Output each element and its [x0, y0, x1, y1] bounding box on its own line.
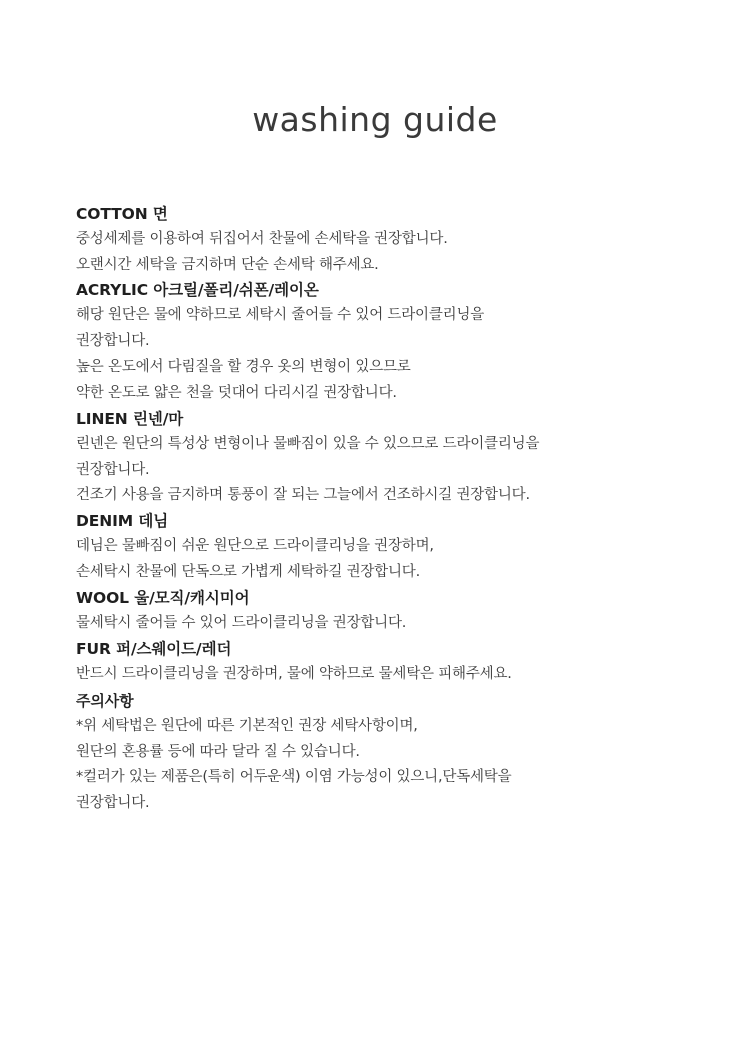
section-line: 권장합니다.: [76, 333, 150, 350]
guide-content: [0, 202, 750, 817]
section-denim: [76, 509, 710, 586]
section-line: 건조기 사용을 금지하며 통풍이 잘 되는 그늘에서 건조하시길 권장합니다.: [76, 487, 530, 504]
section-line: 중성세제를 이용하여 뒤집어서 찬물에 손세탁을 권장합니다.: [76, 230, 448, 247]
section-line: 해당 원단은 물에 약하므로 세탁시 줄어들 수 있어 드라이클리닝을: [76, 307, 485, 324]
section-line: 오랜시간 세탁을 금지하며 단순 손세탁 해주세요.: [76, 256, 379, 273]
page-title: washing guide: [252, 100, 498, 139]
section-heading-cotton: COTTON 면: [76, 204, 168, 223]
section-heading-fur: FUR 퍼/스웨이드/레더: [76, 639, 232, 658]
notice-line: *위 세탁법은 원단에 따른 기본적인 권장 세탁사항이며,: [76, 717, 418, 734]
section-line: 약한 온도로 얇은 천을 덧대어 다리시길 권장합니다.: [76, 384, 397, 401]
section-notice: [76, 688, 710, 817]
section-wool: [76, 586, 710, 637]
section-line: 데님은 물빠짐이 쉬운 원단으로 드라이클리닝을 권장하며,: [76, 538, 434, 555]
section-line: 손세탁시 찬물에 단독으로 가볍게 세탁하길 권장합니다.: [76, 564, 421, 580]
notice-heading: 주의사항: [76, 691, 134, 710]
section-heading-wool: WOOL 울/모직/캐시미어: [76, 588, 250, 607]
section-linen: [76, 407, 710, 510]
section-heading-denim: DENIM 데님: [76, 512, 169, 531]
section-cotton: [76, 202, 710, 279]
notice-line: *컬러가 있는 제품은(특히 어두운색) 이염 가능성이 있으니,단독세탁을: [76, 769, 512, 786]
section-heading-linen: LINEN 린넨/마: [76, 409, 184, 428]
section-line: 권장합니다.: [76, 461, 150, 478]
section-line: 높은 온도에서 다림질을 할 경우 옷의 변형이 있으므로: [76, 359, 411, 375]
notice-line: 원단의 혼용률 등에 따라 달라 질 수 있습니다.: [76, 743, 360, 760]
section-line: 물세탁시 줄어들 수 있어 드라이클리닝을 권장합니다.: [76, 614, 407, 631]
notice-line: 권장합니다.: [76, 795, 150, 812]
section-acrylic: [76, 278, 710, 406]
section-line: 반드시 드라이클리닝을 권장하며, 물에 약하므로 물세탁은 피해주세요.: [76, 665, 512, 682]
section-heading-acrylic: ACRYLIC 아크릴/폴리/쉬폰/레이온: [76, 281, 319, 300]
section-fur: [76, 637, 710, 688]
section-line: 린넨은 원단의 특성상 변형이나 물빠짐이 있을 수 있으므로 드라이클리닝을: [76, 435, 540, 452]
